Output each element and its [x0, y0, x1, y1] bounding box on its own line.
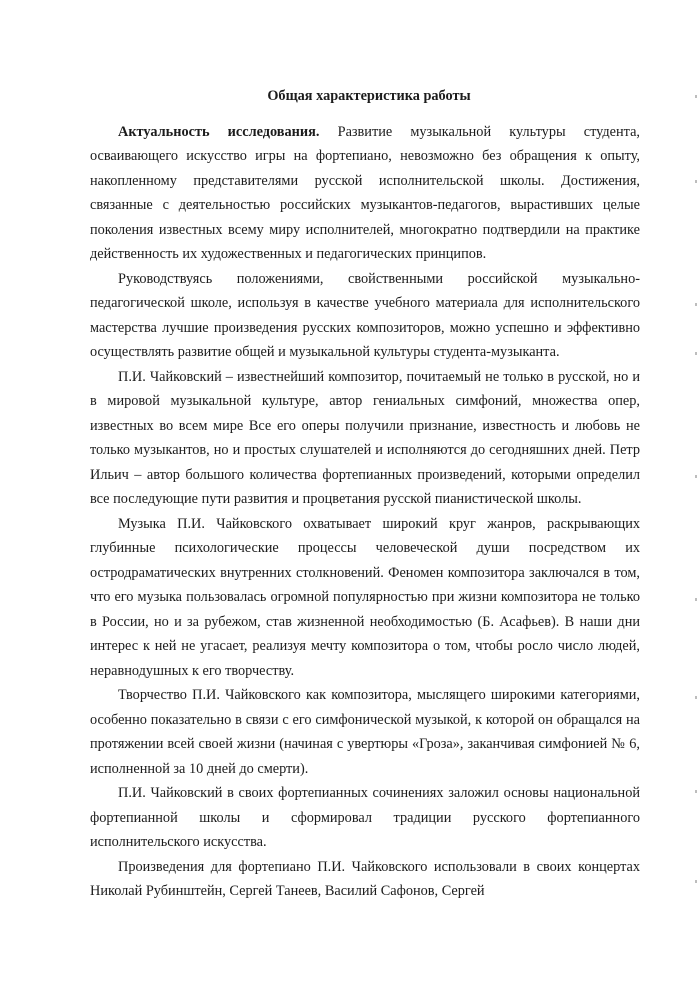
document-page [90, 84, 640, 904]
paragraph: П.И. Чайковский – известнейший композитор, почитаемый не только в русской, но и в мировой музыкальной культуре, автор гениальных симфоний, множества опер, известных во всем мире Все его оперы получили признание, известность и любовь не только музыкантов, но и простых слушателей и исполняются до сегодняшних дней. Петр Ильич – автор большого количества фортепианных произведений, которыми определил все последующие пути развития и процветания русской пианистической школы. [90, 368, 640, 507]
scan-edge-mark [695, 598, 697, 601]
scan-edge-mark [695, 790, 697, 793]
scan-edge-mark [695, 303, 697, 306]
scan-edge-mark [695, 180, 697, 183]
paragraph: Музыка П.И. Чайковского охватывает широкий круг жанров, раскрывающих глубинные психологические процессы человеческой души посредством их остродраматических внутренних столкновений. Феномен композитора заключался в том, что его музыка пользовалась огромной популярностью при жизни композитора не только в России, но и за рубежом, став жизненной необходимостью (Б. Асафьев). В наши дни интерес к ней не угасает, реализуя мечту композитора о том, чтобы росло число людей, неравнодушных к его творчеству. [90, 515, 640, 679]
paragraph: П.И. Чайковский в своих фортепианных сочинениях заложил основы национальной фортепианной школы и сформировал традиции русского фортепианного исполнительского искусства. [90, 785, 640, 850]
scan-edge-mark [695, 95, 697, 98]
paragraph-relevance [90, 120, 640, 267]
scan-edge-mark [695, 352, 697, 355]
scan-edge-mark [695, 880, 697, 883]
paragraph: Произведения для фортепиано П.И. Чайковского использовали в своих концертах Николай Рубинштейн, Сергей Танеев, Василий Сафонов, Сергей [90, 858, 640, 899]
paragraph: Руководствуясь положениями, свойственными российской музыкально-педагогической школе, используя в качестве учебного материала для исполнительского мастерства лучшие произведения русских композиторов, можно успешно и эффективно осуществлять развитие общей и музыкальной культуры студента-музыканта. [90, 270, 640, 360]
paragraph-text: Развитие музыкальной культуры студента, осваивающего искусство игры на фортепиано, невозможно без обращения к опыту, накопленному представителями русской исполнительской школы. Достижения, связанные с деятельностью российских музыкантов-педагогов, вырастивших целые поколения известных всему миру исполнителей, многократно подтвердили на практике действенность их художественных и педагогических принципов. [90, 123, 641, 262]
paragraph: Творчество П.И. Чайковского как композитора, мыслящего широкими категориями, особенно показательно в связи с его симфонической музыкой, к которой он обращался на протяжении всей своей жизни (начиная с увертюры «Гроза», заканчивая симфонией № 6, исполненной за 10 дней до смерти). [90, 687, 640, 777]
scan-edge-mark [695, 696, 697, 699]
paragraph-lead: Актуальность исследования. [118, 123, 320, 140]
document-heading: Общая характеристика работы [267, 88, 471, 104]
scan-edge-mark [695, 475, 697, 478]
